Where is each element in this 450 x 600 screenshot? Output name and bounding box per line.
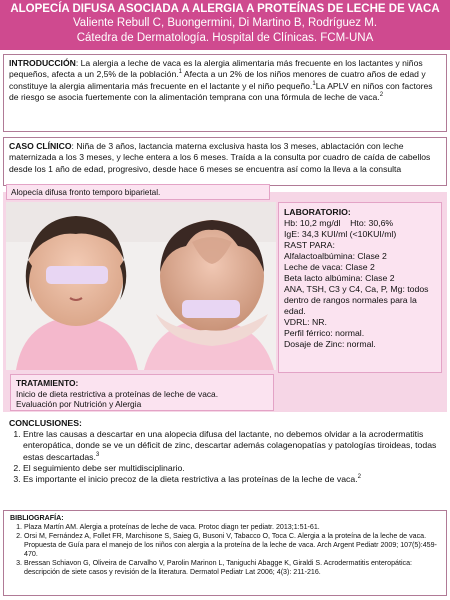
conclusion-text: El seguimiento debe ser multidisciplinario. xyxy=(23,462,185,473)
photo-caption: Alopecía difusa fronto temporo biparietal. xyxy=(6,184,270,200)
bibliography-section xyxy=(3,510,447,596)
conclusion-ref: 2 xyxy=(357,473,362,481)
introduction-section xyxy=(3,54,447,132)
clinical-case-text: : Niña de 3 años, lactancia materna exclusiva hasta los 3 meses, ablactación con leche maternizada a los 3 meses, y leche entera a los 6 meses. Traída a la consulta por cuadro de caída de cabellos desde los 1 año de edad, progresivo, desde hace 6 meses se encuentra así como la lleva a la consulta xyxy=(9,141,431,174)
patient-photos xyxy=(6,202,276,370)
introduction-ref-3: 2 xyxy=(379,92,384,99)
poster-title: ALOPECÍA DIFUSA ASOCIADA A ALERGIA A PROTEÍNAS DE LECHE DE VACA xyxy=(10,3,440,15)
introduction-text-1: : La alergia a leche de vaca es la alergia alimentaria más frecuente en los lactantes y niños pequeños, afecta a un 2,5% de la población. xyxy=(9,58,423,80)
lab-line-vdrl: VDRL: NR. xyxy=(284,317,327,327)
treatment-line-1: Inicio de dieta restrictiva a proteínas de leche de vaca. xyxy=(16,388,219,399)
conclusion-text: Entre las causas a descartar en una alopecia difusa del lactante, no debemos olvidar a la acrodermatitis enteropática, donde se ve un déficit de zinc, descartar además colagenopatías y patologías tiroideas, todas estas descartadas. xyxy=(23,429,437,462)
conclusions-list xyxy=(9,429,441,485)
laboratory-section xyxy=(278,202,442,373)
treatment-section xyxy=(10,374,274,411)
introduction-text-3: La APLV en niños con factores de riesgo se asocia fuertemente con la alimentación temprana con una fórmula de leche de vaca. xyxy=(9,80,433,102)
introduction-ref-2: 1 xyxy=(312,80,316,87)
lab-line-hb-hto: Hb: 10,2 mg/dl Hto: 30,6% xyxy=(284,218,394,228)
conclusion-ref: 3 xyxy=(95,450,100,458)
poster-authors: Valiente Rebull C, Buongermini, Di Martino B, Rodríguez M. xyxy=(72,17,378,29)
bibliography-item: 2. Orsi M, Fernández A, Follet FR, Marchisone S, Saieg G, Busoni V, Tabacco O, Toca C. Alergia a la proteína de la leche de vaca. Propuesta de Guía para el manejo de los niños con alergia a la proteína de la leche de vaca. Arch Argent Pediatr 2009; 107(5):459-470. xyxy=(24,532,440,559)
patient-photos-illustration xyxy=(6,202,276,370)
lab-line-ige: IgE: 34,3 KUI/ml (<10KUI/ml) xyxy=(284,229,397,239)
lab-line-zinc: Dosaje de Zinc: normal. xyxy=(284,339,376,349)
lab-line-leche-vaca: Leche de vaca: Clase 2 xyxy=(284,262,375,272)
conclusion-item xyxy=(23,429,441,463)
conclusion-item xyxy=(23,474,441,485)
poster-header xyxy=(0,0,450,50)
conclusion-item xyxy=(23,463,441,474)
lab-line-ana-tsh: ANA, TSH, C3 y C4, Ca, P, Mg: todos dentro de rangos normales para la edad. xyxy=(284,284,429,316)
clinical-case-section xyxy=(3,137,447,186)
introduction-ref-1: 1 xyxy=(178,69,182,76)
conclusions-heading: CONCLUSIONES: xyxy=(9,418,82,428)
bibliography-list xyxy=(10,523,440,577)
poster-affiliation: Cátedra de Dermatología. Hospital de Clínicas. FCM-UNA xyxy=(76,32,374,44)
treatment-heading: TRATAMIENTO: xyxy=(16,378,79,388)
introduction-heading: INTRODUCCIÓN xyxy=(9,58,76,68)
treatment-line-2: Evaluación por Nutrición y Alergia xyxy=(16,399,142,410)
lab-line-perfil-ferrico: Perfil férrico: normal. xyxy=(284,328,365,338)
introduction-text-2: Afecta a un 2% de los niños menores de cuatro años de edad y constituye la alergia alimentaria más frecuente en el lactante y el niño pequeño. xyxy=(9,69,426,91)
bibliography-item: 3. Bressan Schiavon G, Oliveira de Carvalho V, Parolin Marinon L, Taniguchi Abagge K, Giraldi S. Acrodermatitis enteropática: descripción de siete casos y revisión de la literatura. Dermatol Pediatr Lat 2006; 4(3): 211-216. xyxy=(24,559,440,577)
bibliography-item: 1. Plaza Martín AM. Alergia a proteínas de leche de vaca. Protoc diagn ter pediatr. 2013;1:51-61. xyxy=(24,523,440,532)
conclusion-text: Es importante el inicio precoz de la dieta restrictiva a las proteínas de la leche de vaca. xyxy=(23,474,358,485)
lab-line-alfalactoalbumina: Alfalactoalbúmina: Clase 2 xyxy=(284,251,387,261)
laboratory-heading: LABORATORIO: xyxy=(284,207,351,217)
lab-line-rast: RAST PARA: xyxy=(284,240,335,250)
conclusions-section xyxy=(3,416,447,502)
clinical-case-heading: CASO CLÍNICO xyxy=(9,141,72,151)
lab-line-beta-lacto: Beta lacto albúmina: Clase 2 xyxy=(284,273,395,283)
bibliography-heading: BIBLIOGRAFÍA: xyxy=(10,514,64,522)
